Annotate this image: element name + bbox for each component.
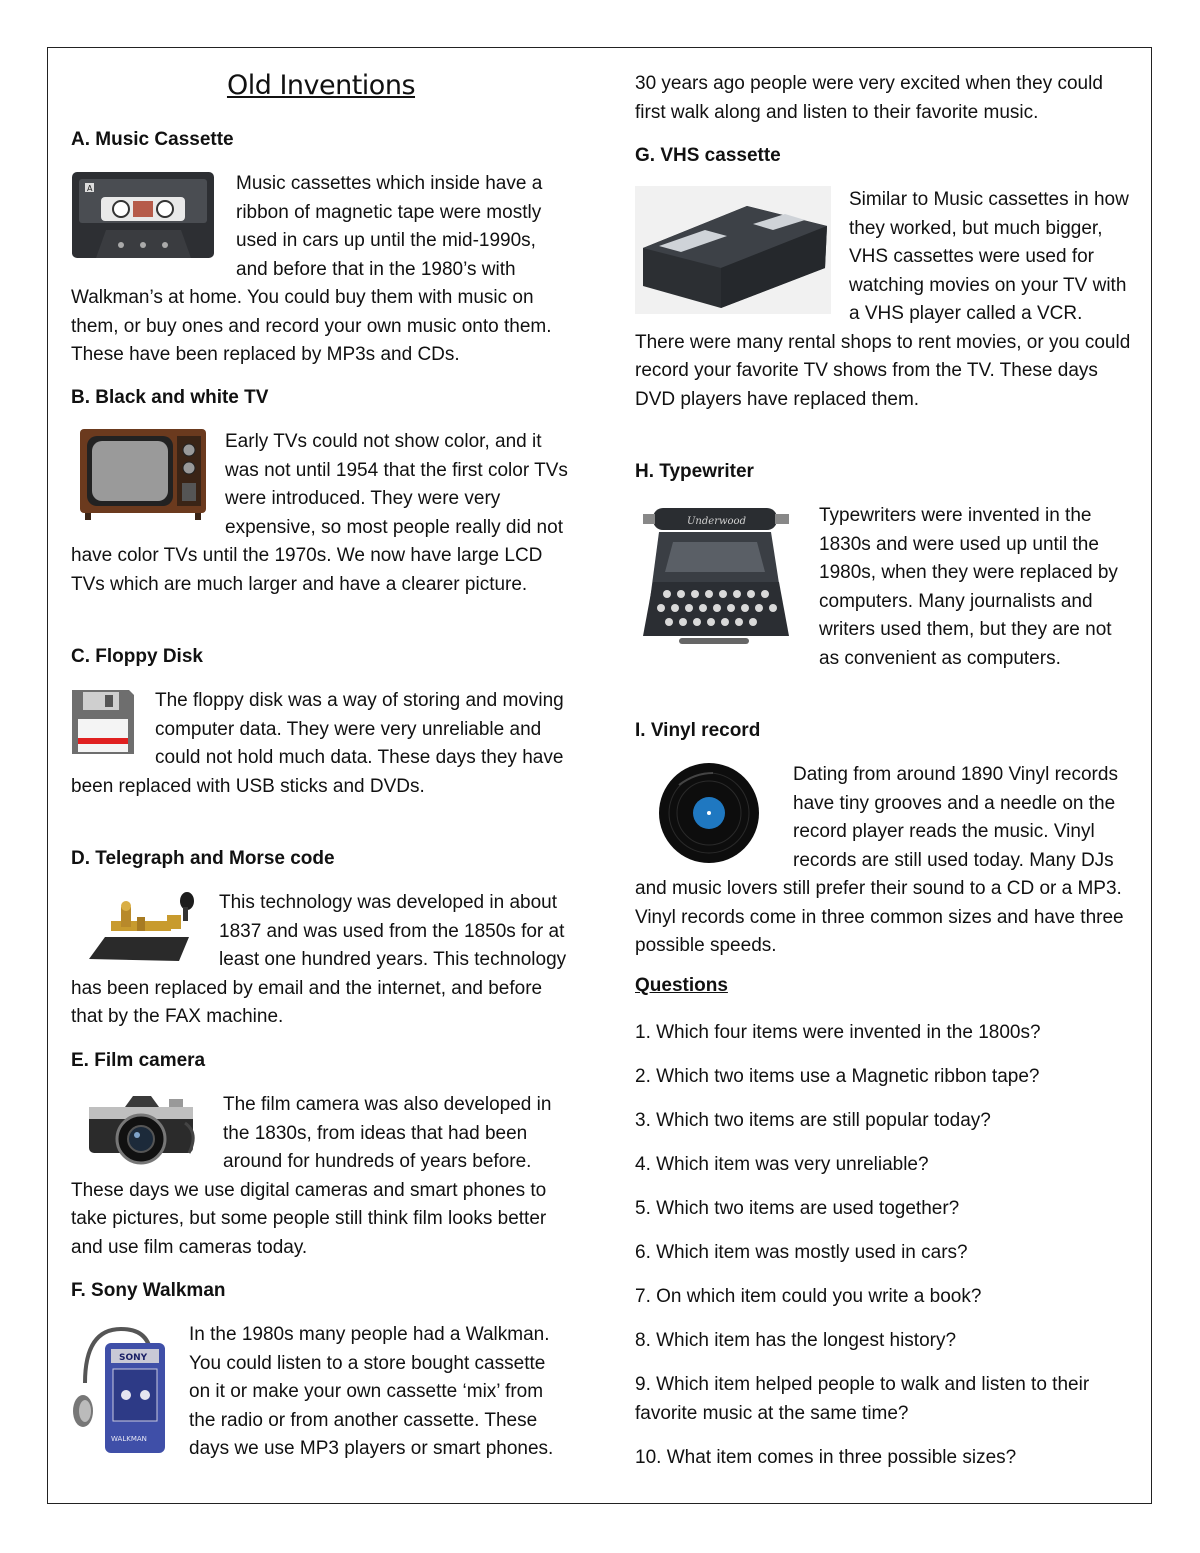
telegraph-key-image: [83, 889, 195, 967]
section-heading: I. Vinyl record: [635, 720, 761, 741]
questions-section: [635, 975, 1135, 997]
svg-text:A: A: [87, 184, 93, 193]
question-item: 7. On which item could you write a book?: [635, 1286, 982, 1307]
walkman-image: [71, 1323, 175, 1457]
question-item: 9. Which item helped people to walk and listen to their favorite music at the same time?: [635, 1374, 1090, 1424]
section-telegraph: D. Telegraph and Morse code This technology was developed in about 1837 and was used from the 1850s for at least one hundred years. This technology has been replaced by email and the internet, and before that by the FAX machine.: [71, 845, 571, 1032]
section-film-camera: E. Film camera The film camera was also developed in the 1830s, from ideas that had been around for hundreds of years before. These days we use digital cameras and smart phones to take pictures, but some people still think film looks better and use film cameras today.: [71, 1047, 571, 1262]
question-item: 10. What item comes in three possible sizes?: [635, 1447, 1017, 1468]
section-sony-walkman-continued: 30 years ago people were very excited when they could first walk along and listen to their favorite music.: [635, 73, 1103, 123]
music-cassette-image: [71, 170, 216, 262]
vhs-cassette-image: [635, 186, 831, 314]
svg-text:Underwood: Underwood: [687, 516, 746, 527]
section-black-and-white-tv: B. Black and white TV Early TVs could not show color, and it was not until 1954 that the first color TVs were introduced. They were very expensive, so most people really did not have color TVs until the 1970s. We now have large LCD TVs which are much larger and have a clearer picture.: [71, 384, 571, 599]
question-item: 1. Which four items were invented in the 1800s?: [635, 1022, 1041, 1043]
section-heading: H. Typewriter: [635, 461, 754, 482]
section-heading: D. Telegraph and Morse code: [71, 848, 335, 869]
vinyl-record-image: [655, 761, 775, 865]
section-vinyl-record: I. Vinyl record Dating from around 1890 Vinyl records have tiny grooves and a needle on the record player reads the music. Vinyl records are still used today. Many DJs and music lovers still prefer their sound to a CD or a MP3. Vinyl records come in three common sizes and have three possible speeds.: [635, 717, 1135, 961]
section-heading: C. Floppy Disk: [71, 646, 203, 667]
section-heading: E. Film camera: [71, 1050, 206, 1071]
floppy-disk-image: [71, 689, 135, 755]
question-item: 6. Which item was mostly used in cars?: [635, 1242, 968, 1263]
section-heading: B. Black and white TV: [71, 387, 269, 408]
section-heading: F. Sony Walkman: [71, 1280, 226, 1301]
question-item: 4. Which item was very unreliable?: [635, 1154, 929, 1175]
tv-image: [79, 428, 207, 520]
section-typewriter: H. Typewriter Underwood Typewriters were invented in the 1830s and were used up until the 1980s, when they were replaced by computers. Many journalists and writers used them, but they are not as convenient as computers.: [635, 458, 1135, 673]
svg-text:WALKMAN: WALKMAN: [111, 1435, 147, 1443]
questions-heading: Questions: [635, 975, 728, 996]
section-vhs-cassette: G. VHS cassette Similar to Music cassettes in how they worked, but much bigger, VHS cassettes were used for watching movies on your TV with a VHS player called a VCR. There were many rental shops to rent movies, or you could record your favorite TV shows from the TV. These days DVD players have replaced them.: [635, 142, 1135, 414]
section-heading: A. Music Cassette: [71, 129, 234, 150]
svg-text:SONY: SONY: [119, 1353, 148, 1363]
typewriter-image: [639, 502, 797, 652]
film-camera-image: [85, 1093, 203, 1171]
section-floppy-disk: C. Floppy Disk The floppy disk was a way of storing and moving computer data. They were very unreliable and could not hold much data. These days they have been replaced with USB sticks and DVDs.: [71, 643, 571, 801]
question-item: 5. Which two items are used together?: [635, 1198, 960, 1219]
section-music-cassette: A. Music Cassette A Music cassettes which inside have a ribbon of magnetic tape were mostly used in cars up until the mid-1990s, and before that in the 1980’s with Walkman’s at home. You could buy them with music on them, or buy ones and record your own music onto them. These have been replaced by MP3s and CDs.: [71, 126, 571, 370]
question-item: 8. Which item has the longest history?: [635, 1330, 957, 1351]
question-item: 2. Which two items use a Magnetic ribbon tape?: [635, 1066, 1040, 1087]
page-title: Old Inventions: [226, 70, 416, 101]
question-item: 3. Which two items are still popular today?: [635, 1110, 991, 1131]
section-heading: G. VHS cassette: [635, 145, 781, 166]
section-sony-walkman: F. Sony Walkman SONY WALKMAN In the 1980s many people had a Walkman. You could listen to a store bought cassette on it or make your own cassette ‘mix’ from the radio or from another cassette. These days we use MP3 players or smart phones.: [71, 1277, 571, 1464]
